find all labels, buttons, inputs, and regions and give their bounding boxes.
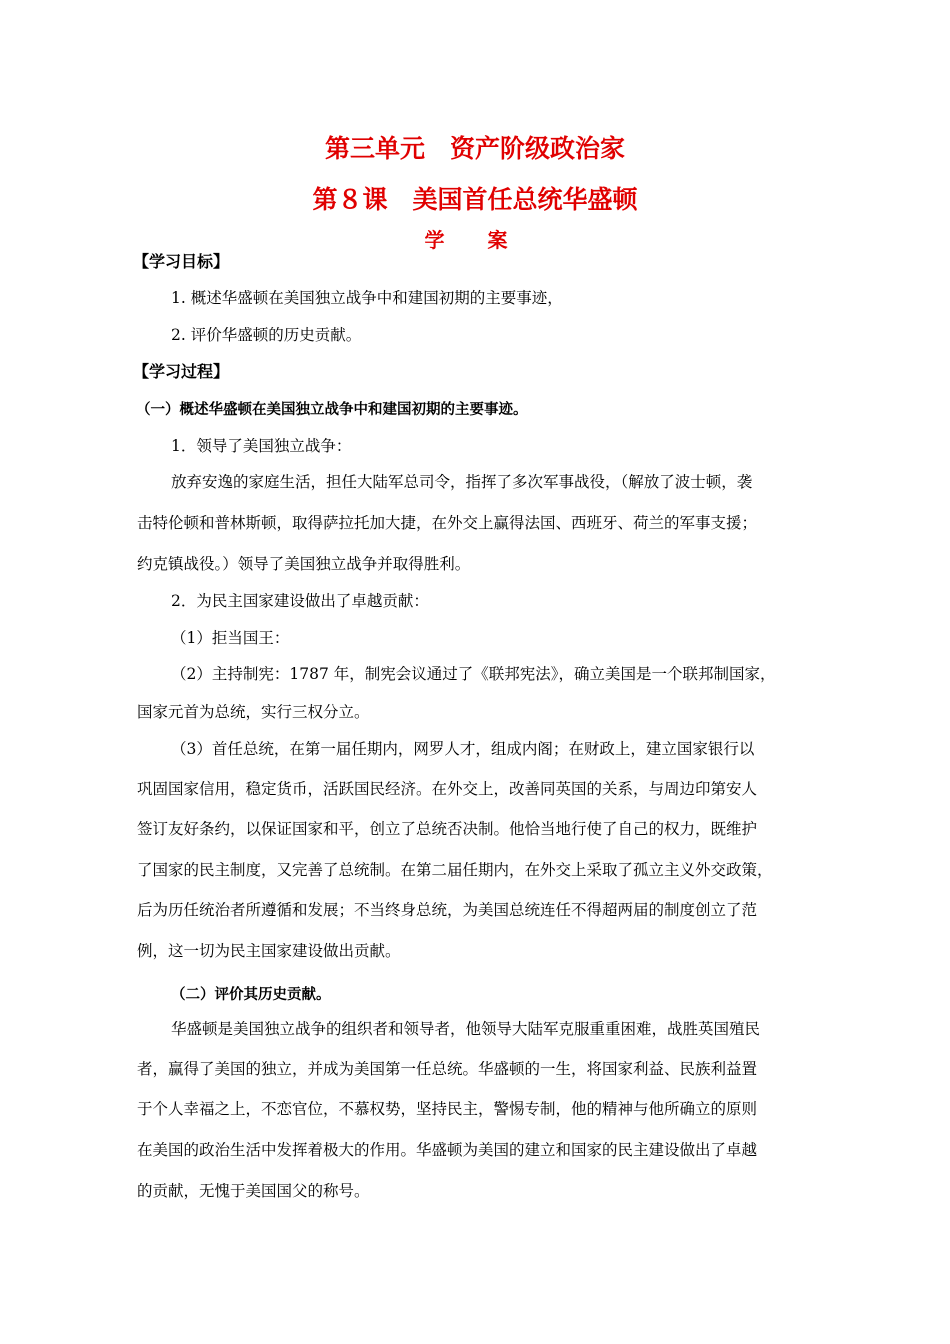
paragraph-line: 击特伦顿和普林斯顿，取得萨拉托加大捷，在外交上赢得法国、西班牙、荷兰的军事支援； (137, 514, 758, 532)
document-type-title: 学 案 (424, 228, 526, 252)
objectives-heading: 【学习目标】 (133, 252, 230, 271)
paragraph-line: （3）首任总统，在第一届任期内，网罗人才，组成内阁；在财政上，建立国家银行以 (171, 740, 755, 758)
paragraph-line: 了国家的民主制度，又完善了总统制。在第二届任期内，在外交上采取了孤立主义外交政策， (137, 861, 773, 879)
paragraph-line: 国家元首为总统，实行三权分立。 (137, 703, 370, 721)
lesson-title: 第８课 美国首任总统华盛顿 (312, 185, 638, 214)
paragraph-line: 例，这一切为民主国家建设做出贡献。 (137, 942, 401, 960)
section1-title: 1．领导了美国独立战争： (171, 437, 352, 455)
part2-heading: （二）评价其历史贡献。 (171, 987, 331, 1003)
objective-item: 2. 评价华盛顿的历史贡献。 (171, 326, 362, 344)
paragraph-line: 约克镇战役。）领导了美国独立战争并取得胜利。 (137, 555, 471, 573)
unit-title: 第三单元 资产阶级政治家 (324, 134, 625, 163)
list-item: （1）拒当国王： (171, 629, 290, 647)
paragraph-line: 放弃安逸的家庭生活，担任大陆军总司令，指挥了多次军事战役，（解放了波士顿，袭 (171, 473, 753, 491)
paragraph-line: 后为历任统治者所遵循和发展；不当终身总统，为美国总统连任不得超两届的制度创立了范 (137, 901, 758, 919)
paragraph-line: 巩固国家信用，稳定货币，活跃国民经济。在外交上，改善同英国的关系，与周边印第安人 (137, 780, 758, 798)
section2-title: 2．为民主国家建设做出了卓越贡献： (171, 592, 429, 610)
paragraph-line: 签订友好条约，以保证国家和平，创立了总统否决制。他恰当地行使了自己的权力，既维护 (137, 820, 758, 838)
part1-heading: （一）概述华盛顿在美国独立战争中和建国初期的主要事迹。 (136, 402, 528, 418)
paragraph-line: 华盛顿是美国独立战争的组织者和领导者，他领导大陆军克服重重困难，战胜英国殖民 (171, 1020, 761, 1038)
paragraph-line: 者，赢得了美国的独立，并成为美国第一任总统。华盛顿的一生，将国家利益、民族利益置 (137, 1060, 758, 1078)
paragraph-line: 的贡献，无愧于美国国父的称号。 (137, 1182, 370, 1200)
objective-item: 1. 概述华盛顿在美国独立战争中和建国初期的主要事迹， (171, 289, 563, 307)
paragraph-line: 于个人幸福之上，不恋官位，不慕权势，坚持民主，警惕专制，他的精神与他所确立的原则 (137, 1100, 758, 1118)
paragraph-line: 在美国的政治生活中发挥着极大的作用。华盛顿为美国的建立和国家的民主建设做出了卓越 (137, 1141, 758, 1159)
process-heading: 【学习过程】 (133, 362, 230, 381)
paragraph-line: （2）主持制宪：1787 年，制宪会议通过了《联邦宪法》，确立美国是一个联邦制国家， (171, 665, 776, 683)
